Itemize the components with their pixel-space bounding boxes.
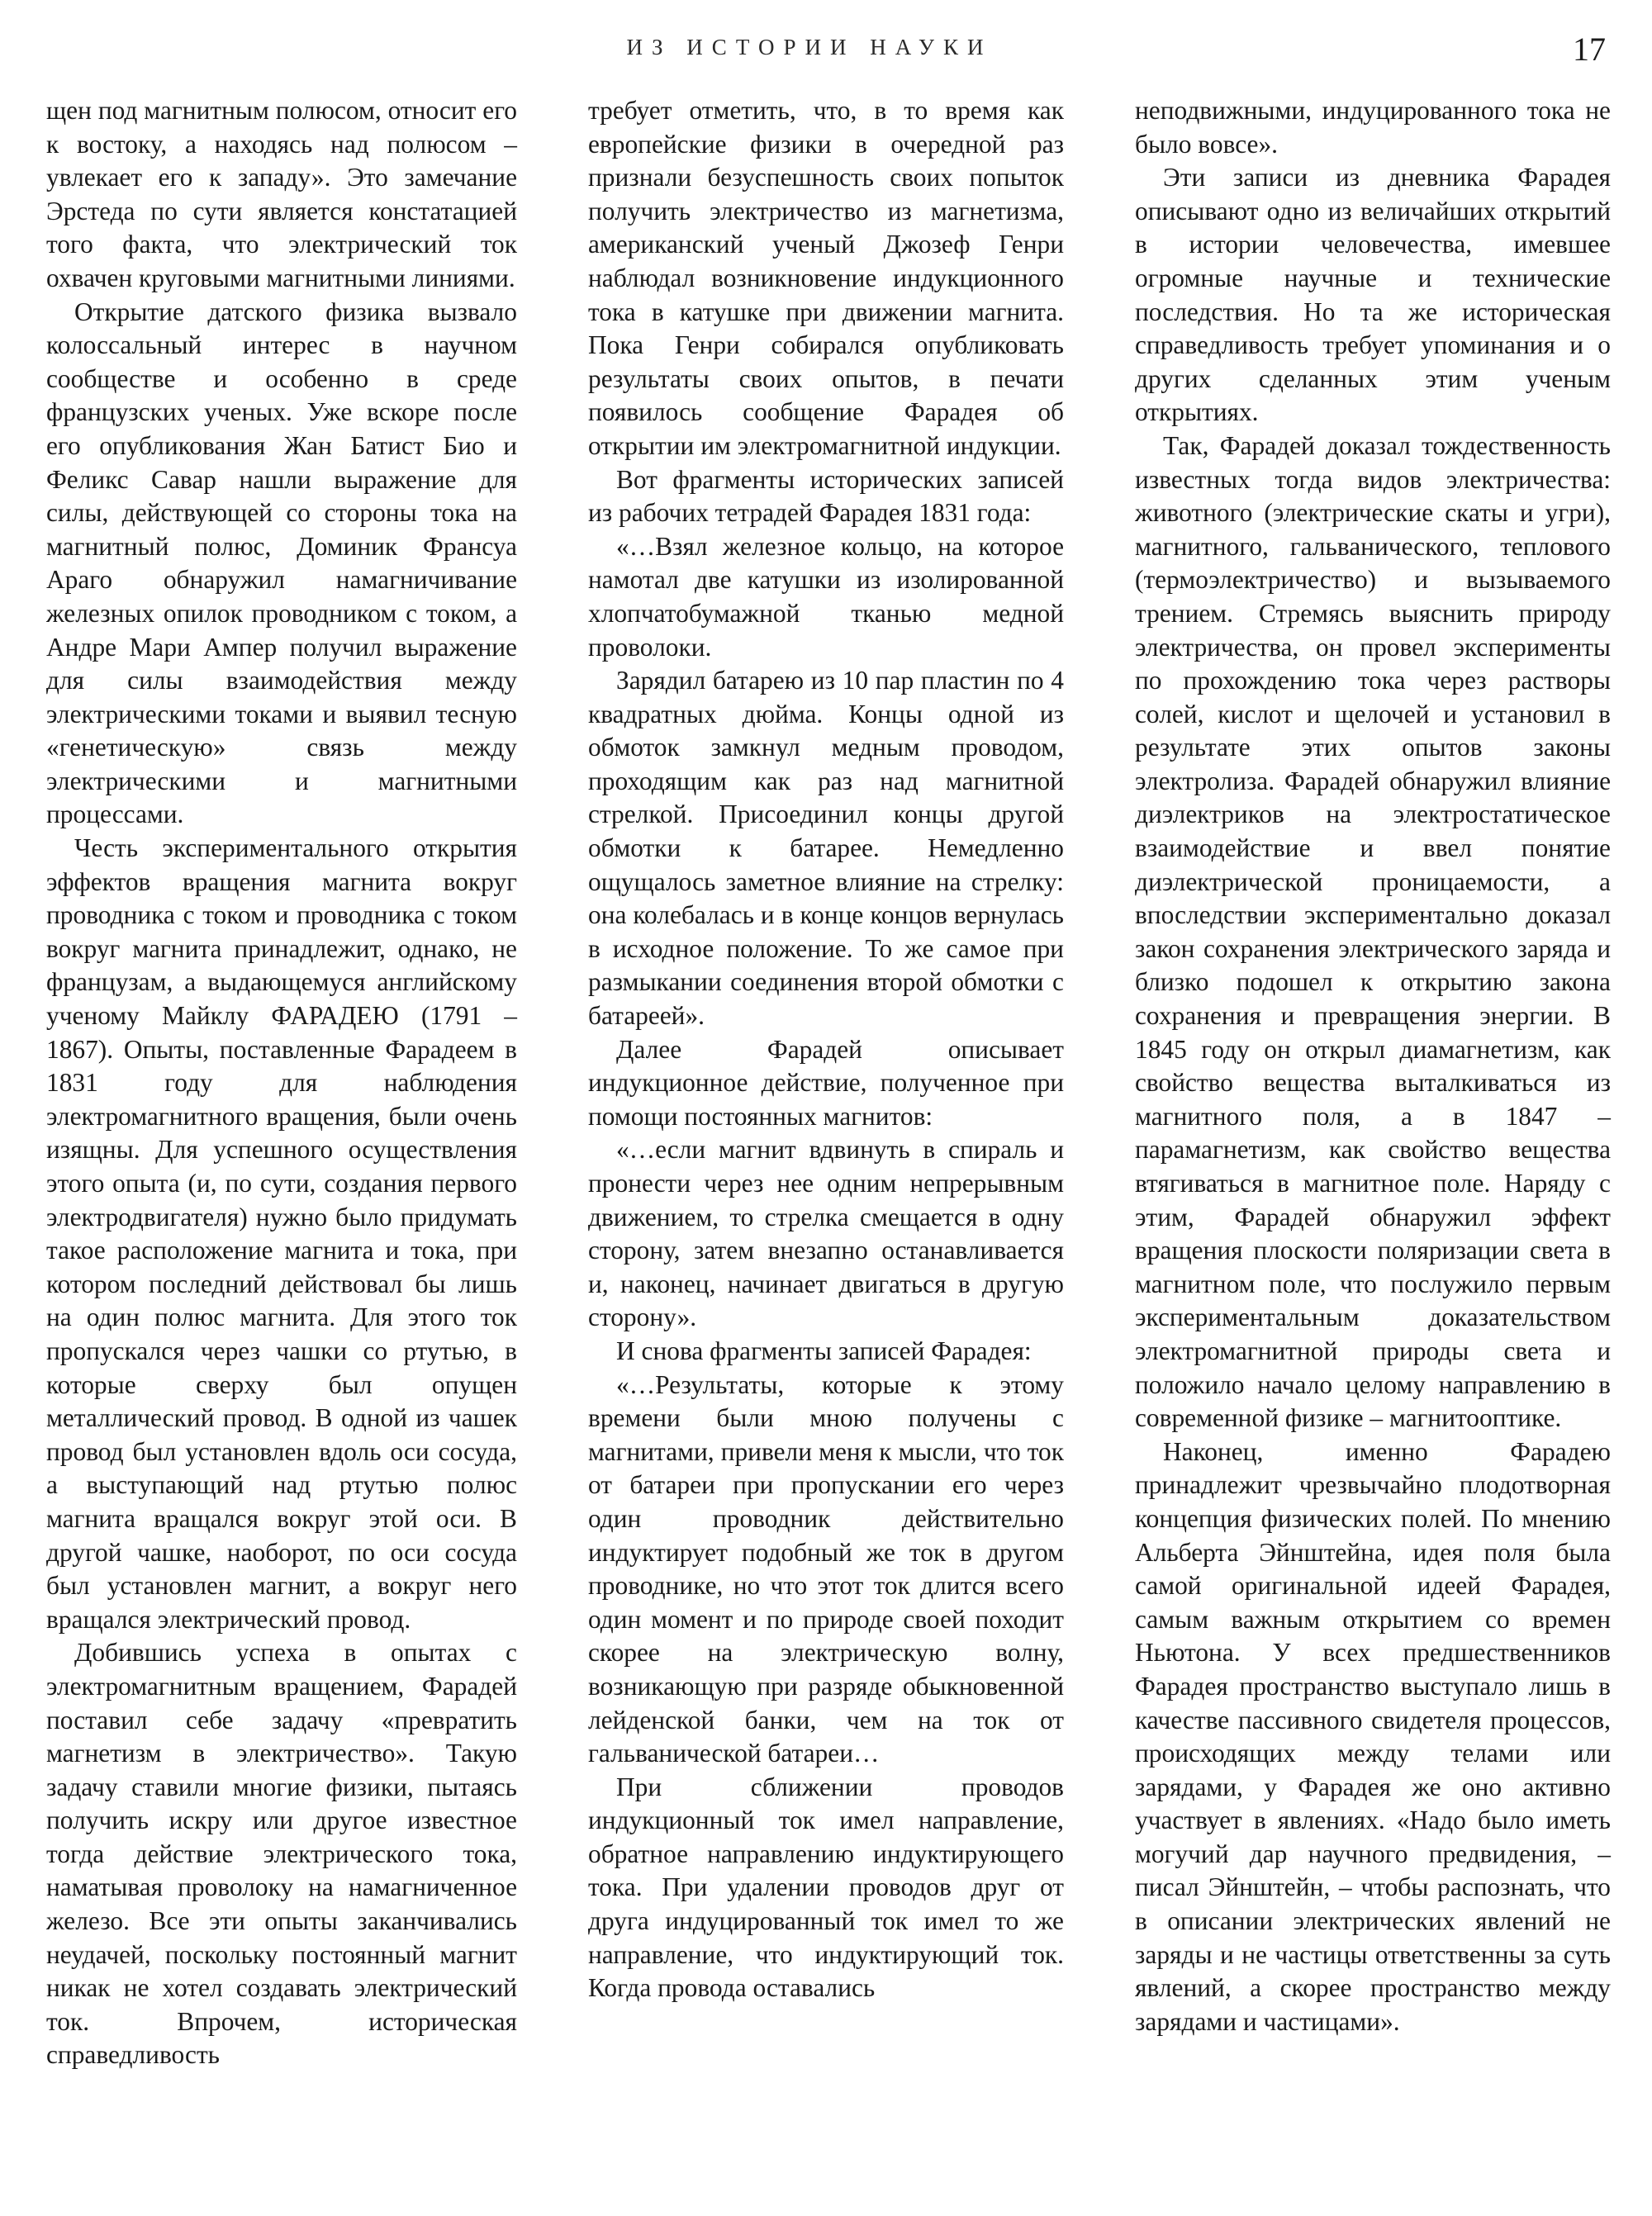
paragraph: Честь экспериментального открытия эффектов вращения магнита вокруг проводника с током и проводника с током вокруг магнита принадлежит, однако, не французам, а выдающемуся английскому ученому Майклу ФАРАДЕЮ (1791 – 1867). Опыты, поставленные Фарадеем в 1831 году для наблюдения электромагнитного вращения, были очень изящны. Для успешного осуществления этого опыта (и, по сути, создания первого электродвигателя) нужно было придумать такое расположение магнита и тока, при котором последний действовал бы лишь на один полюс магнита. Для этого ток пропускался через чашки со ртутью, в которые сверху был опущен металлический провод. В одной из чашек провод был установлен вдоль оси сосуда, а выступающий над ртутью полюс магнита вращался вокруг этой оси. В другой чашке, наоборот, по оси сосуда был установлен магнит, а вокруг него вращался электрический провод.	[46, 833, 517, 1634]
running-title: ИЗ ИСТОРИИ НАУКИ	[626, 35, 993, 59]
paragraph: Далее Фарадей описывает индукционное действие, полученное при помощи постоянных магнитов:	[588, 1034, 1064, 1131]
paragraph: Открытие датского физика вызвало колоссальный интерес в научном сообществе и особенно в среде французских ученых. Уже вскоре после его опубликования Жан Батист Био и Феликс Савар нашли выражение для силы, действующей со стороны тока на магнитный полюс, Доминик Франсуа Араго обнаружил намагничивание железных опилок проводником с током, а Андре Мари Ампер получил выражение для силы взаимодействия между электрическими токами и выявил тесную «генетическую» связь между электрическими и магнитными процессами.	[46, 297, 517, 829]
paragraph: Добившись успеха в опытах с электромагнитным вращением, Фарадей поставил себе задачу «превратить магнетизм в электричество». Такую задачу ставили многие физики, пытаясь получить искру или другое известное тогда действие электрического тока, наматывая проволоку на намагниченное железо. Все эти опыты заканчивались неудачей, поскольку постоянный магнит никак не хотел создавать электрический ток. Впрочем, историческая справедливость	[46, 1638, 517, 2070]
paragraph: Эти записи из дневника Фарадея описывают одно из величайших открытий в истории человечества, имевшее огромные научные и технические последствия. Но та же историческая справедливость требует упоминания и о других сделанных этим ученым открытиях.	[1135, 163, 1611, 427]
text-column-1	[46, 94, 517, 2072]
quote-paragraph: Зарядил батарею из 10 пар пластин по 4 квадратных дюйма. Концы одной из обмоток замкнул медным проводом, проходящим как раз над магнитной стрелкой. Присоединил концы другой обмотки к батарее. Немедленно ощущалось заметное влияние на стрелку: она колебалась и в конце концов вернулась в исходное положение. То же самое при размыкании соединения второй обмотки с батареей».	[588, 666, 1064, 1031]
text-column-3	[1135, 94, 1611, 2038]
quote-paragraph: «…Взял железное кольцо, на которое намотал две катушки из изолированной хлопчатобумажной тканью медной проволоки.	[588, 531, 1064, 662]
quote-paragraph: При сближении проводов индукционный ток имел направление, обратное направлению индуктирующего тока. При удалении проводов друг от друга индуцированный ток имел то же направление, что индуктирующий ток. Когда провода оставались	[588, 1772, 1064, 2003]
paragraph: Так, Фарадей доказал тождественность известных тогда видов электричества: животного (электрические скаты и угри), магнитного, гальванического, теплового (термоэлектричество) и вызываемого трением. Стремясь выяснить природу электричества, он провел эксперименты по прохождению тока через растворы солей, кислот и щелочей и установил в результате этих опытов законы электролиза. Фарадей обнаружил влияние диэлектриков на электростатическое взаимодействие и ввел понятие диэлектрической проницаемости, а впоследствии экспериментально доказал закон сохранения электрического заряда и близко подошел к открытию закона сохранения и превращения энергии. В 1845 году он открыл диамагнетизм, как свойство вещества выталкиваться из магнитного поля, а в 1847 – парамагнетизм, как свойство вещества втягиваться в магнитное поле. Наряду с этим, Фарадей обнаружил эффект вращения плоскости поляризации света в магнитном поле, что послужило первым экспериментальным доказательством электромагнитной природы света и положило начало целому направлению в современной физике – магнитооптике.	[1135, 430, 1611, 1433]
paragraph: щен под магнитным полюсом, относит его к востоку, а находясь над полюсом – увлекает его к западу». Это замечание Эрстеда по сути является констатацией того факта, что электрический ток охвачен круговыми магнитными линиями.	[46, 96, 517, 292]
text-column-2	[588, 94, 1064, 2005]
quote-paragraph: «…если магнит вдвинуть в спираль и пронести через нее одним непрерывным движением, то стрелка смещается в одну сторону, затем внезапно останавливается и, наконец, начинает двигаться в другую сторону».	[588, 1135, 1064, 1332]
paragraph: требует отметить, что, в то время как европейские физики в очередной раз признали безуспешность своих попыток получить электричество из магнетизма, американский ученый Джозеф Генри наблюдал возникновение индукционного тока в катушке при движении магнита. Пока Генри собирался опубликовать результаты своих опытов, в печати появилось сообщение Фарадея об открытии им электромагнитной индукции.	[588, 96, 1064, 460]
paragraph: И снова фрагменты записей Фарадея:	[616, 1336, 1032, 1365]
paragraph: Наконец, именно Фарадею принадлежит чрезвычайно плодотворная концепция физических полей. По мнению Альберта Эйнштейна, идея поля была самой оригинальной идеей Фарадея, самым важным открытием со времен Ньютона. У всех предшественников Фарадея пространство выступало лишь в качестве пассивного свидетеля процессов, происходящих между телами или зарядами, у Фарадея же оно активно участвует в явлениях. «Надо было иметь могучий дар научного предвидения, – писал Эйнштейн, – чтобы распознать, что в описании электрических явлений не заряды и не частицы ответственны за суть явлений, а скорее пространство между зарядами и частицами».	[1135, 1436, 1611, 2036]
page-number: 17	[1573, 31, 1606, 68]
quote-paragraph: «…Результаты, которые к этому времени были мною получены с магнитами, привели меня к мысли, что ток от батареи при пропускании его через один проводник действительно индуктирует подобный же ток в другом проводнике, но что этот ток длится всего один момент и по природе своей походит скорее на электрическую волну, возникающую при разряде обыкновенной лейденской банки, чем на ток от гальванической батареи…	[588, 1369, 1064, 1768]
paragraph: Вот фрагменты исторических записей из рабочих тетрадей Фарадея 1831 года:	[588, 464, 1064, 528]
quote-paragraph: неподвижными, индуцированного тока не было вовсе».	[1135, 96, 1611, 159]
